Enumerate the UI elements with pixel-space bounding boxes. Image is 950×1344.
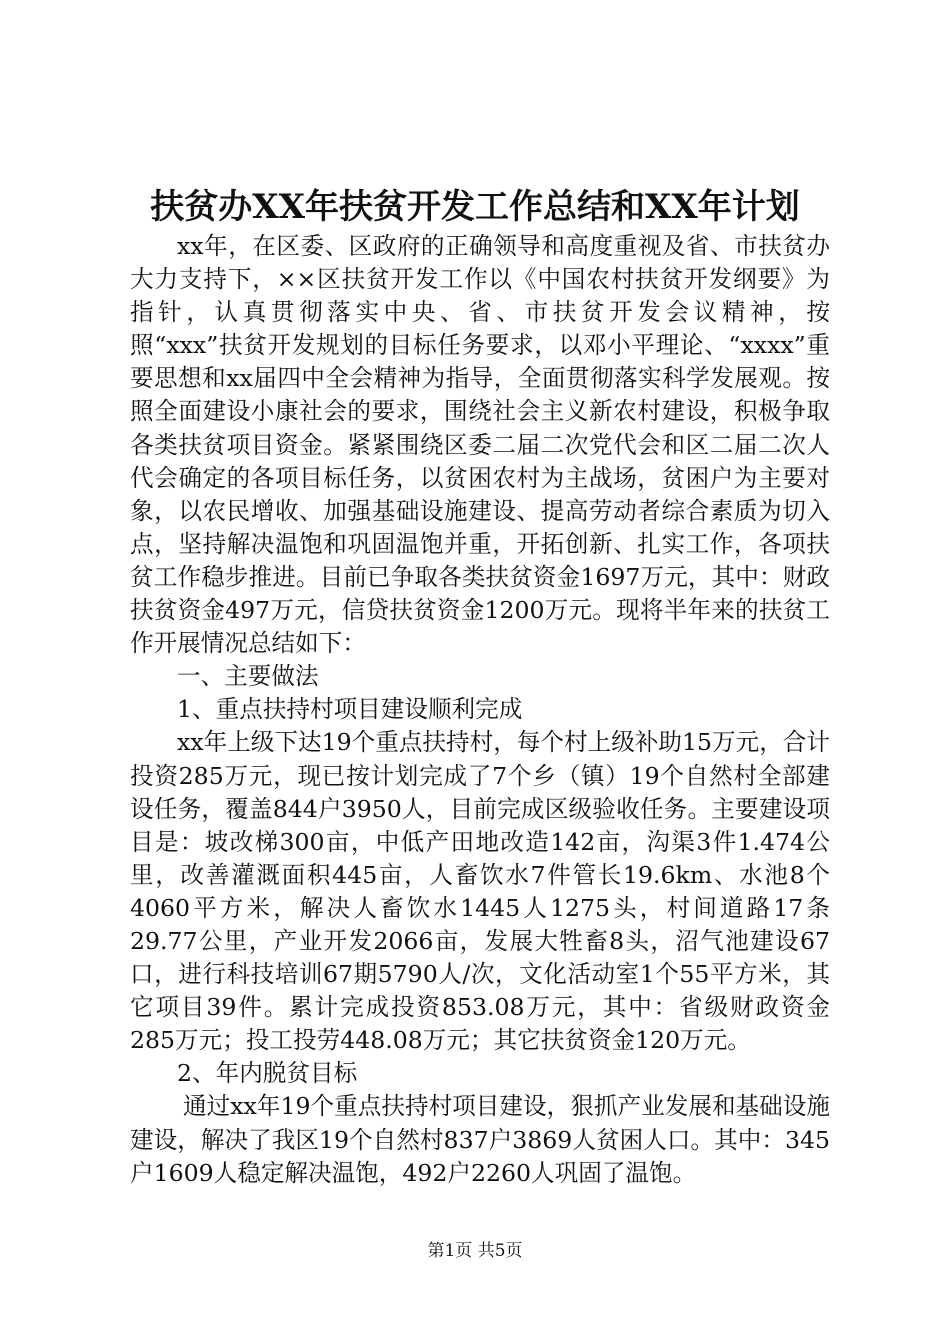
section-heading-main-practices: 一、主要做法	[177, 662, 319, 691]
subheading-poverty-goal: 2、年内脱贫目标	[177, 1059, 358, 1088]
poverty-goal-paragraph: 通过xx年19个重点扶持村项目建设，狠抓产业发展和基础设施建设，解决了我区19个自然村837户3869人贫困人口。其中：345户1609人稳定解决温饱，492户2260人巩固了温饱。	[130, 1092, 830, 1187]
subheading-key-villages: 1、重点扶持村项目建设顺利完成	[177, 695, 523, 724]
intro-paragraph: xx年，在区委、区政府的正确领导和高度重视及省、市扶贫办大力支持下，××区扶贫开发工作以《中国农村扶贫开发纲要》为指针，认真贯彻落实中央、省、市扶贫开发会议精神，按照“xxx”扶贫开发规划的目标任务要求，以邓小平理论、“xxxx”重要思想和xx届四中全会精神为指导，全面贯彻落实科学发展观。按照全面建设小康社会的要求，围绕社会主义新农村建设，积极争取各类扶贫项目资金。紧紧围绕区委二届二次党代会和区二届二次人代会确定的各项目标任务，以贫困农村为主战场，贫困户为主要对象，以农民增收、加强基础设施建设、提高劳动者综合素质为切入点，坚持解决温饱和巩固温饱并重，开拓创新、扎实工作，各项扶贫工作稳步推进。目前已争取各类扶贫资金1697万元，其中：财政扶贫资金497万元，信贷扶贫资金1200万元。现将半年来的扶贫工作开展情况总结如下：	[130, 232, 830, 658]
key-villages-paragraph: xx年上级下达19个重点扶持村，每个村上级补助15万元，合计投资285万元，现已按计划完成了7个乡（镇）19个自然村全部建设任务，覆盖844户3950人，目前完成区级验收任务。主要建设项目是：坡改梯300亩，中低产田地改造142亩，沟渠3件1.474公里，改善灌溉面积445亩，人畜饮水7件管长19.6km、水池8个4060平方米，解决人畜饮水1445人1275头，村间道路17条29.77公里，产业开发2066亩，发展大牲畜8头，沼气池建设67口，进行科技培训67期5790人/次，文化活动室1个55平方米，其它项目39件。累计完成投资853.08万元，其中：省级财政资金285万元；投工投劳448.08万元；其它扶贫资金120万元。	[130, 728, 830, 1055]
document-body	[130, 230, 830, 1190]
document-title: 扶贫办XX年扶贫开发工作总结和XX年计划	[150, 187, 800, 227]
page-number: 第1页 共5页	[427, 1241, 523, 1261]
